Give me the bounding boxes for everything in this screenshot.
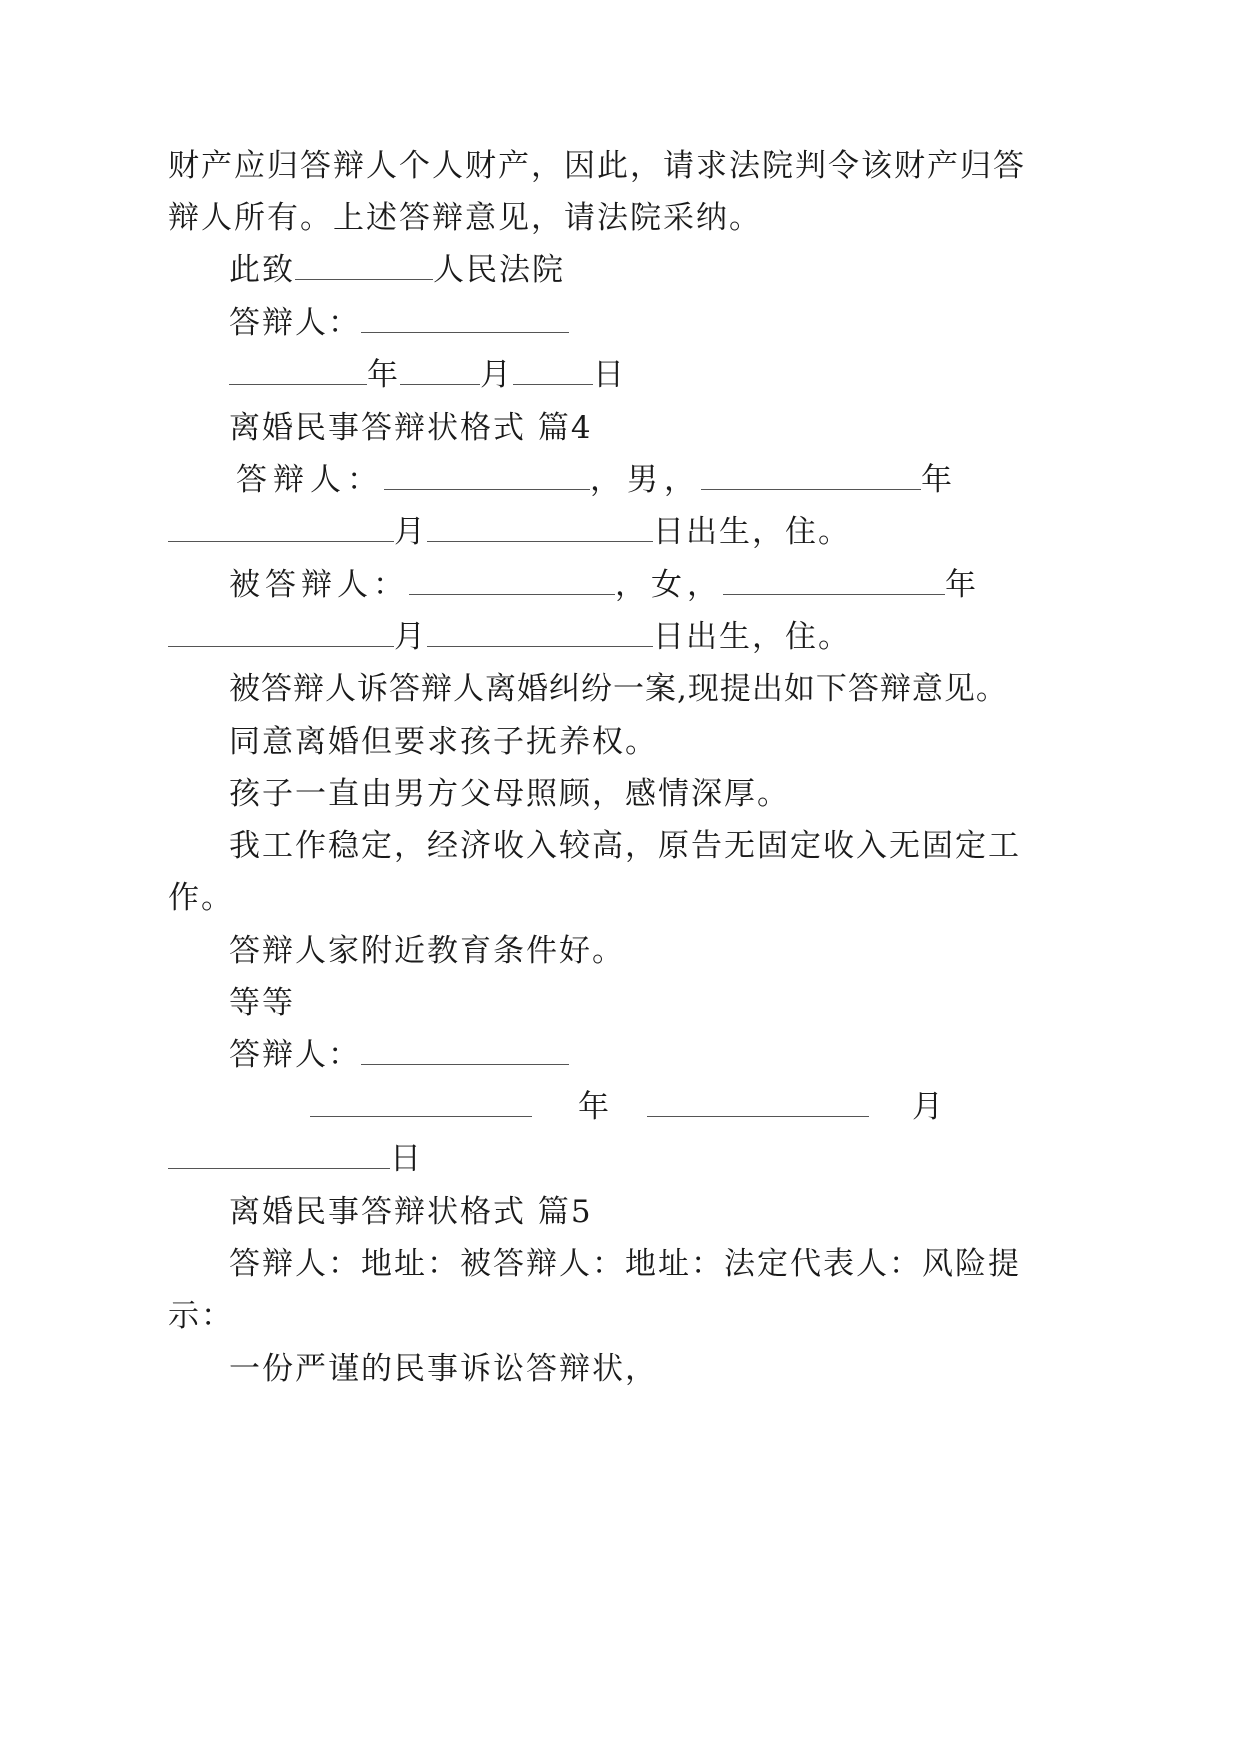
date-line bbox=[168, 1139, 423, 1179]
text: 年 bbox=[578, 1089, 611, 1125]
text: 年 bbox=[367, 357, 400, 393]
year-blank bbox=[723, 568, 945, 595]
text: 日 bbox=[593, 357, 626, 393]
date-line bbox=[229, 355, 626, 395]
text: 此致 bbox=[229, 252, 295, 288]
text: 一份严谨的民事诉讼答辩状， bbox=[229, 1351, 658, 1387]
text: 答辩人： bbox=[229, 305, 361, 341]
text: 财产应归答辩人个人财产，因此，请求法院判令该财产归答 bbox=[168, 148, 1026, 184]
year-blank bbox=[229, 358, 367, 385]
month-blank bbox=[168, 620, 394, 647]
text: 月 bbox=[912, 1089, 945, 1125]
text: ，女， bbox=[615, 567, 723, 603]
paragraph-line bbox=[229, 722, 658, 762]
text: 答辩人： bbox=[236, 462, 384, 498]
text: 日出生，住。 bbox=[653, 514, 851, 550]
text: 我工作稳定，经济收入较高，原告无固定收入无固定工 bbox=[229, 828, 1021, 864]
year-blank bbox=[701, 463, 921, 490]
paragraph-line bbox=[168, 198, 762, 238]
text: 孩子一直由男方父母照顾，感情深厚。 bbox=[229, 776, 790, 812]
date-year-label bbox=[578, 1087, 611, 1127]
day-blank bbox=[427, 515, 653, 542]
text: 人民法院 bbox=[433, 252, 565, 288]
text: 作。 bbox=[168, 880, 234, 916]
month-blank bbox=[647, 1090, 869, 1117]
text: 日 bbox=[390, 1141, 423, 1177]
text: 日出生，住。 bbox=[653, 619, 851, 655]
paragraph-line bbox=[168, 878, 234, 918]
text: 示： bbox=[168, 1298, 234, 1334]
salutation-line bbox=[229, 250, 565, 290]
respondent-line bbox=[236, 460, 958, 500]
date-month-label bbox=[912, 1087, 945, 1127]
paragraph-line bbox=[229, 774, 790, 814]
section-heading bbox=[229, 1192, 593, 1232]
text: 答辩人：地址：被答辩人：地址：法定代表人：风险提 bbox=[229, 1246, 1021, 1282]
paragraph-line bbox=[168, 1296, 234, 1336]
signature-blank bbox=[361, 1038, 569, 1065]
plaintiff-line bbox=[229, 565, 981, 605]
paragraph-line bbox=[229, 826, 1021, 866]
paragraph-line bbox=[229, 1244, 1021, 1284]
text: 答辩人家附近教育条件好。 bbox=[229, 933, 625, 969]
text: 月 bbox=[394, 619, 427, 655]
signature-blank bbox=[361, 306, 569, 333]
section-heading bbox=[229, 408, 593, 448]
text: 答辩人： bbox=[229, 1037, 361, 1073]
text: 年 bbox=[945, 567, 981, 603]
birth-line bbox=[168, 512, 851, 552]
paragraph-line bbox=[229, 931, 625, 971]
year-blank bbox=[310, 1090, 532, 1117]
month-blank bbox=[168, 515, 394, 542]
day-blank bbox=[427, 620, 653, 647]
text: 年 bbox=[921, 462, 958, 498]
paragraph-line bbox=[229, 983, 295, 1023]
text: 离婚民事答辩状格式 篇4 bbox=[229, 410, 593, 446]
paragraph-line bbox=[229, 1349, 658, 1389]
text: 被答辩人： bbox=[229, 567, 409, 603]
text: 同意离婚但要求孩子抚养权。 bbox=[229, 724, 658, 760]
text: ，男， bbox=[590, 462, 701, 498]
signature-line bbox=[229, 303, 569, 343]
court-name-blank bbox=[295, 253, 433, 280]
text: 月 bbox=[394, 514, 427, 550]
paragraph-line bbox=[168, 146, 1026, 186]
signature-line bbox=[229, 1035, 569, 1075]
text: 离婚民事答辩状格式 篇5 bbox=[229, 1194, 593, 1230]
text: 月 bbox=[480, 357, 513, 393]
day-blank bbox=[168, 1142, 390, 1169]
name-blank bbox=[409, 568, 615, 595]
month-blank bbox=[400, 358, 480, 385]
day-blank bbox=[513, 358, 593, 385]
text: 等等 bbox=[229, 985, 295, 1021]
date-line bbox=[647, 1087, 869, 1127]
text: 辩人所有。上述答辩意见，请法院采纳。 bbox=[168, 200, 762, 236]
paragraph-line bbox=[229, 669, 1008, 709]
birth-line bbox=[168, 617, 851, 657]
name-blank bbox=[384, 463, 590, 490]
date-line bbox=[310, 1087, 532, 1127]
text: 被答辩人诉答辩人离婚纠纷一案,现提出如下答辩意见。 bbox=[229, 671, 1008, 707]
